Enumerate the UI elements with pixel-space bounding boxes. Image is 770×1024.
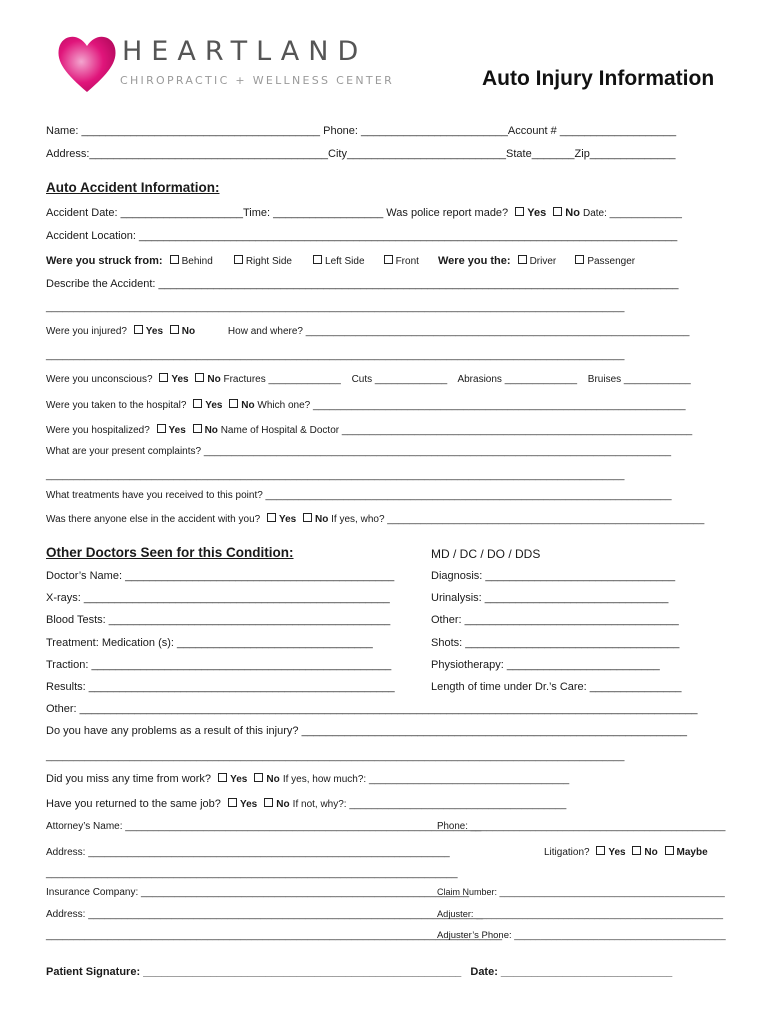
account-field[interactable]: Account # ___________________ xyxy=(507,125,677,137)
doctor-name-field[interactable]: Doctor’s Name: ____________________________________________ xyxy=(46,570,395,582)
left-side-label: Left Side xyxy=(325,256,365,267)
insurance-company-field[interactable]: Insurance Company: ___________________________________________________________ xyxy=(46,887,470,898)
phone-field[interactable]: Phone: ________________________ xyxy=(323,125,508,137)
no-label: No xyxy=(565,207,580,219)
returned-job-row xyxy=(46,798,566,811)
signature-date-field[interactable]: Date: ____________________________ xyxy=(470,966,673,978)
attorney-address-field[interactable]: Address: _________________________________________________________________ xyxy=(46,847,450,858)
patient-signature-field[interactable]: Patient Signature: ____________________________________________________ xyxy=(46,966,462,978)
struck-from-row xyxy=(46,255,635,268)
police-report-label: Was police report made? xyxy=(386,207,509,219)
name-phone-account-row xyxy=(46,125,676,138)
passenger-label: Passenger xyxy=(587,256,636,267)
hospitalized-yes-checkbox[interactable] xyxy=(157,424,166,433)
yes-label: Yes xyxy=(168,425,186,436)
injured-row xyxy=(46,325,690,338)
who-field[interactable]: If yes, who? _________________________________________________________ xyxy=(331,514,705,525)
physiotherapy-field[interactable]: Physiotherapy: _________________________ xyxy=(431,659,660,671)
accident-location-field[interactable]: Accident Location: ________________________________________________________________________________________ xyxy=(46,230,678,242)
xrays-field[interactable]: X-rays: __________________________________________________ xyxy=(46,592,390,604)
missed-work-yes-checkbox[interactable] xyxy=(218,773,227,782)
signature-row xyxy=(46,966,672,979)
yes-label: Yes xyxy=(527,207,547,219)
attorney-address-continued[interactable]: __________________________________________________________________________ xyxy=(46,868,458,879)
claim-number-field[interactable]: Claim Number: _____________________________________________ xyxy=(437,887,725,897)
unconscious-yes-checkbox[interactable] xyxy=(159,373,168,382)
other-doctors-heading: Other Doctors Seen for this Condition: xyxy=(46,545,294,560)
driver-label: Driver xyxy=(529,256,557,267)
injured-label: Were you injured? xyxy=(46,326,127,337)
logo xyxy=(56,30,395,100)
other-field[interactable]: Other: _____________________________________________________________________________________________________ xyxy=(46,703,698,715)
litigation-yes-checkbox[interactable] xyxy=(596,846,605,855)
police-no-checkbox[interactable] xyxy=(553,207,562,216)
time-field[interactable]: Time: __________________ xyxy=(242,207,384,219)
hospitalized-no-checkbox[interactable] xyxy=(193,424,202,433)
describe-accident-continued[interactable]: ________________________________________________________________________________________________________ xyxy=(46,302,625,313)
missed-work-row xyxy=(46,773,569,786)
urinalysis-field[interactable]: Urinalysis: ______________________________ xyxy=(431,592,669,604)
why-not-field[interactable]: If not, why?: _______________________________________ xyxy=(292,799,567,810)
results-field[interactable]: Results: __________________________________________________ xyxy=(46,681,395,693)
insurance-address-field[interactable]: Address: _______________________________________________________________________ xyxy=(46,909,484,920)
litigation-no-checkbox[interactable] xyxy=(632,846,641,855)
returned-job-label: Have you returned to the same job? xyxy=(46,798,221,810)
right-side-checkbox[interactable] xyxy=(234,255,243,264)
zip-field[interactable]: Zip______________ xyxy=(574,148,676,160)
describe-accident-field[interactable]: Describe the Accident: _____________________________________________________________________________________ xyxy=(46,278,679,290)
passenger-checkbox[interactable] xyxy=(575,255,584,264)
injured-yes-checkbox[interactable] xyxy=(134,325,143,334)
were-you-the-label: Were you the: xyxy=(437,255,511,267)
hospital-yes-checkbox[interactable] xyxy=(193,399,202,408)
hospitalized-label: Were you hospitalized? xyxy=(46,425,150,436)
missed-work-no-checkbox[interactable] xyxy=(254,773,263,782)
no-label: No xyxy=(315,514,329,525)
maybe-label: Maybe xyxy=(676,847,708,858)
length-of-care-field[interactable]: Length of time under Dr.’s Care: _______________ xyxy=(431,681,682,693)
anyone-else-row xyxy=(46,513,704,526)
litigation-row xyxy=(544,846,708,859)
complaints-continued[interactable]: ________________________________________________________________________________________________________ xyxy=(46,470,625,481)
police-yes-checkbox[interactable] xyxy=(515,207,524,216)
blood-tests-field[interactable]: Blood Tests: ______________________________________________ xyxy=(46,614,391,626)
unconscious-no-checkbox[interactable] xyxy=(195,373,204,382)
accident-date-field[interactable]: Accident Date: ____________________ xyxy=(46,207,243,219)
city-field[interactable]: City__________________________ xyxy=(328,148,507,160)
page-title: Auto Injury Information xyxy=(482,67,715,90)
attorney-name-field[interactable]: Attorney’s Name: ________________________________________________________________ xyxy=(46,821,482,832)
right-side-label: Right Side xyxy=(245,256,292,267)
yes-label: Yes xyxy=(608,847,626,858)
cuts-field[interactable]: Cuts _____________ xyxy=(351,374,448,385)
which-hospital-field[interactable]: Which one? ___________________________________________________________________ xyxy=(257,400,686,411)
address-field[interactable]: Address:_______________________________________ xyxy=(46,148,328,160)
attorney-phone-field[interactable]: Phone: _______________________________________________ xyxy=(437,821,726,832)
name-field[interactable]: Name: _______________________________________ xyxy=(46,125,321,137)
no-label: No xyxy=(207,374,221,385)
problems-continued[interactable]: ________________________________________________________________________________________________________ xyxy=(46,751,625,762)
how-where-field[interactable]: How and where? _____________________________________________________________________ xyxy=(227,326,690,337)
hospital-doctor-field[interactable]: Name of Hospital & Doctor _______________________________________________________________ xyxy=(220,425,693,436)
brand-tagline: CHIROPRACTIC + WELLNESS CENTER xyxy=(120,74,395,87)
diagnosis-field[interactable]: Diagnosis: _______________________________ xyxy=(431,570,676,582)
no-label: No xyxy=(241,400,255,411)
no-label: No xyxy=(266,774,280,785)
anyone-else-yes-checkbox[interactable] xyxy=(267,513,276,522)
treatment-medication-field[interactable]: Treatment: Medication (s): ________________________________ xyxy=(46,637,373,649)
doctor-type-options: MD / DC / DO / DDS xyxy=(431,547,541,561)
missed-work-label: Did you miss any time from work? xyxy=(46,773,212,785)
accident-date-row xyxy=(46,207,682,220)
hospital-row xyxy=(46,399,686,412)
traction-field[interactable]: Traction: _________________________________________________ xyxy=(46,659,392,671)
yes-label: Yes xyxy=(205,400,223,411)
hospital-no-checkbox[interactable] xyxy=(229,399,238,408)
anyone-else-label: Was there anyone else in the accident with you? xyxy=(46,514,261,525)
yes-label: Yes xyxy=(239,799,258,810)
litigation-maybe-checkbox[interactable] xyxy=(665,846,674,855)
adjuster-field[interactable]: Adjuster: ________________________________________________ xyxy=(437,909,724,919)
no-label: No xyxy=(276,799,290,810)
shots-field[interactable]: Shots: ___________________________________ xyxy=(431,637,680,649)
problems-field[interactable]: Do you have any problems as a result of this injury? _______________________________________________________________ xyxy=(46,725,687,737)
left-side-checkbox[interactable] xyxy=(313,255,322,264)
driver-checkbox[interactable] xyxy=(518,255,527,264)
returned-yes-checkbox[interactable] xyxy=(228,798,237,807)
behind-label: Behind xyxy=(181,256,213,267)
injured-no-checkbox[interactable] xyxy=(170,325,179,334)
injury-continued[interactable]: ________________________________________________________________________________________________________ xyxy=(46,350,625,361)
hospitalized-row xyxy=(46,424,692,437)
heart-icon xyxy=(56,30,118,96)
how-much-field[interactable]: If yes, how much?: ____________________________________ xyxy=(282,774,570,785)
behind-checkbox[interactable] xyxy=(170,255,179,264)
other-right-field[interactable]: Other: ___________________________________ xyxy=(431,614,679,626)
returned-no-checkbox[interactable] xyxy=(264,798,273,807)
front-checkbox[interactable] xyxy=(384,255,393,264)
unconscious-row xyxy=(46,373,691,386)
report-date-field[interactable]: Date: _____________ xyxy=(583,208,682,219)
litigation-label: Litigation? xyxy=(544,847,590,858)
yes-label: Yes xyxy=(171,374,189,385)
front-label: Front xyxy=(395,256,419,267)
struck-from-label: Were you struck from: xyxy=(46,255,163,267)
no-label: No xyxy=(644,847,658,858)
unconscious-label: Were you unconscious? xyxy=(46,374,153,385)
state-field[interactable]: State_______ xyxy=(506,148,575,160)
bruises-field[interactable]: Bruises ____________ xyxy=(587,374,691,385)
address-row xyxy=(46,148,675,161)
hospital-label: Were you taken to the hospital? xyxy=(46,400,187,411)
yes-label: Yes xyxy=(145,326,164,337)
insurance-address-continued[interactable]: __________________________________________________________________________________ xyxy=(46,930,503,941)
abrasions-field[interactable]: Abrasions _____________ xyxy=(457,374,577,385)
treatments-field[interactable]: What treatments have you received to this point? _________________________________________________________________________ xyxy=(46,490,672,501)
auto-accident-heading: Auto Accident Information: xyxy=(46,180,220,195)
brand-name: HEARTLAND xyxy=(122,36,368,67)
yes-label: Yes xyxy=(278,514,297,525)
no-label: No xyxy=(181,326,196,337)
fractures-field[interactable]: Fractures _____________ xyxy=(223,374,341,385)
yes-label: Yes xyxy=(230,774,248,785)
adjuster-phone-field[interactable]: Adjuster’s Phone: ________________________________________ xyxy=(437,930,726,941)
complaints-field[interactable]: What are your present complaints? ____________________________________________________________________________________ xyxy=(46,446,672,457)
anyone-else-no-checkbox[interactable] xyxy=(303,513,312,522)
no-label: No xyxy=(204,425,218,436)
